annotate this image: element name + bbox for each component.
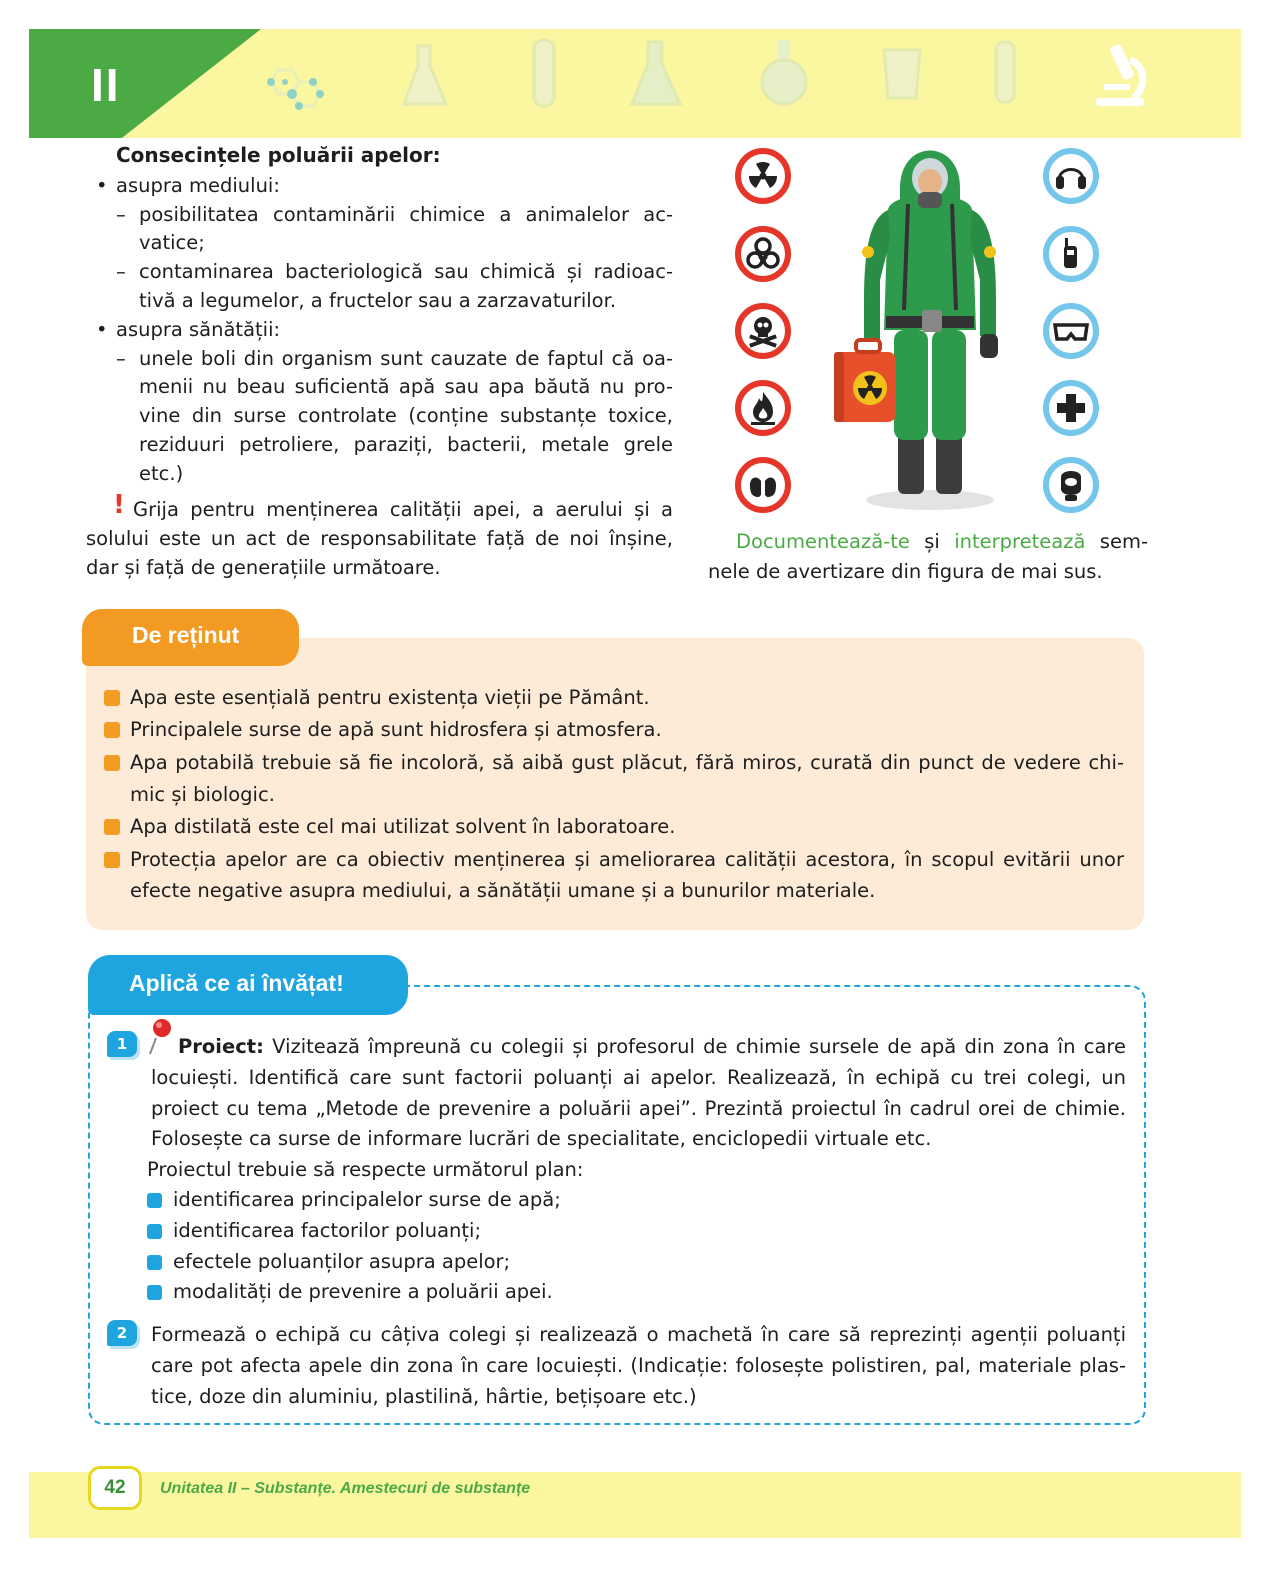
- orange-bullet: [104, 852, 120, 868]
- unit-numeral: II: [91, 59, 121, 111]
- exercise-1-line1: [178, 1032, 1126, 1061]
- exercise-2-line1: Formează o echipă cu câțiva colegi și realizează o machetă în care să reprezinți agenții poluanți: [151, 1323, 1126, 1346]
- group2-label: asupra sănătății:: [116, 318, 281, 341]
- orange-bullet: [104, 819, 120, 835]
- first-aid-icon: [1043, 380, 1099, 436]
- dash: –: [116, 347, 126, 370]
- pushpin-icon: [146, 1016, 176, 1056]
- retinut-item-5-line1: Protecția apelor are ca obiectiv menținerea și ameliorarea calității acestora, în scopul evitării unor: [130, 848, 1124, 871]
- microscope-icon: [1088, 38, 1152, 110]
- molecule-icon: [258, 62, 338, 112]
- radio-icon: [1043, 226, 1099, 282]
- note-line3: dar și față de generațiile următoare.: [86, 556, 441, 579]
- erlenmeyer-icon: [628, 38, 684, 110]
- orange-bullet: [104, 755, 120, 771]
- caption-line2: nele de avertizare din figura de mai sus.: [708, 560, 1103, 583]
- note-line1: Grija pentru menținerea calității apei, a aerului și a: [133, 498, 673, 521]
- group1-item1-line2: vatice;: [139, 231, 205, 254]
- exercise-1-line1-text: Vizitează împreună cu colegii și profesorul de chimie sursele de apă din zona în care: [263, 1035, 1126, 1058]
- exercise-1-line4: Folosește ca surse de informare lucrări de specialitate, enciclopedii virtuale etc.: [151, 1127, 932, 1150]
- flask-icon: [400, 42, 450, 112]
- beaker-icon: [880, 46, 924, 102]
- caption-word-sem: sem-: [1085, 530, 1148, 553]
- orange-bullet: [104, 690, 120, 706]
- retinut-item-4: Apa distilată este cel mai utilizat solvent în laboratoare.: [130, 815, 676, 838]
- plan-item-1: identificarea principalelor surse de apă;: [173, 1188, 561, 1211]
- exercise-2-line2: care pot afecta apele din zona în care locuiești. (Indicație: folosește polistiren, pal, materiale plas-: [151, 1354, 1126, 1377]
- figure-caption: [708, 527, 1148, 587]
- exercise-1-line2: locuiești. Identifică care sunt factorii poluanți ai apelor. Realizează, în echipă cu trei colegi, un: [151, 1066, 1126, 1089]
- lungs-icon: [735, 457, 791, 513]
- group2-item-line2: menii nu beau suficientă apă sau apa băută nu pro-: [139, 375, 673, 398]
- orange-bullet: [104, 722, 120, 738]
- footer-unit-text: Unitatea II – Substanțe. Amestecuri de substanțe: [160, 1480, 531, 1497]
- retinut-item-1: Apa este esențială pentru existența vieții pe Pământ.: [130, 686, 650, 709]
- bullet-dot: •: [96, 174, 108, 197]
- caption-word-document: Documentează-te: [736, 530, 910, 553]
- exclamation-mark: !: [113, 490, 125, 520]
- caption-word-and: și: [909, 530, 955, 553]
- exercise-2-badge: 2: [107, 1320, 137, 1346]
- exercise-1-line3: proiect cu tema „Metode de prevenire a poluării apei”. Prezintă proiectul în cadrul orei de chimie.: [151, 1097, 1126, 1120]
- vial-icon: [990, 40, 1020, 106]
- exercise-1-badge: 1: [107, 1031, 137, 1057]
- exercise-2-line3: tice, doze din aluminiu, plastilină, hârtie, bețișoare etc.): [151, 1385, 697, 1408]
- caption-word-interpret: interpretează: [954, 530, 1086, 553]
- flammable-icon: [735, 380, 791, 436]
- blue-bullet: [147, 1224, 162, 1239]
- blue-bullet: [147, 1193, 162, 1208]
- plan-item-2: identificarea factorilor poluanți;: [173, 1219, 482, 1242]
- group1-label: asupra mediului:: [116, 174, 280, 197]
- group1-item2-line1: contaminarea bacteriologică sau chimică și radioac-: [139, 260, 673, 283]
- round-flask-icon: [756, 38, 812, 108]
- plan-intro: Proiectul trebuie să respecte următorul plan:: [147, 1158, 584, 1181]
- aplica-title: Aplică ce ai învățat!: [129, 970, 344, 996]
- biohazard-icon: [735, 226, 791, 282]
- retinut-item-2: Principalele surse de apă sunt hidrosfera și atmosfera.: [130, 718, 662, 741]
- hazmat-suit-illustration: [820, 140, 1020, 520]
- goggles-icon: [1043, 303, 1099, 359]
- radiation-icon: [735, 148, 791, 204]
- note-line2: solului este un act de responsabilitate față de noi înșine,: [86, 527, 673, 550]
- group2-item-line4: reziduuri petroliere, paraziți, bacterii, metale grele: [139, 433, 673, 456]
- bullet-dot: •: [96, 318, 108, 341]
- retinut-item-3-line2: mic și biologic.: [130, 783, 275, 806]
- group1-item2-line2: tivă a legumelor, a fructelor sau a zarzavaturilor.: [139, 289, 617, 312]
- test-tube-icon: [526, 38, 562, 110]
- group2-item-line3: vine din surse controlate (conține substanțe toxice,: [139, 404, 673, 427]
- gas-mask-icon: [1043, 457, 1099, 513]
- group2-item-line1: unele boli din organism sunt cauzate de faptul că oa-: [139, 347, 673, 370]
- plan-item-4: modalități de prevenire a poluării apei.: [173, 1280, 553, 1303]
- ear-protection-icon: [1043, 148, 1099, 204]
- dash: –: [116, 203, 126, 226]
- blue-bullet: [147, 1285, 162, 1300]
- retinut-item-5-line2: efecte negative asupra mediului, a sănătății umane și a bunurilor materiale.: [130, 879, 876, 902]
- group1-item1-line1: posibilitatea contaminării chimice a animalelor ac-: [139, 203, 673, 226]
- project-label: Proiect:: [178, 1035, 264, 1058]
- consequences-title: Consecințele poluării apelor:: [116, 143, 441, 167]
- group2-item-line5: etc.): [139, 462, 184, 485]
- retinut-item-3-line1: Apa potabilă trebuie să fie incoloră, să aibă gust plăcut, fără miros, curată din punct de vedere chi-: [130, 751, 1124, 774]
- page-number: 42: [88, 1466, 142, 1510]
- dash: –: [116, 260, 126, 283]
- retinut-title: De reținut: [132, 622, 240, 648]
- toxic-skull-icon: [735, 303, 791, 359]
- plan-item-3: efectele poluanților asupra apelor;: [173, 1250, 511, 1273]
- blue-bullet: [147, 1255, 162, 1270]
